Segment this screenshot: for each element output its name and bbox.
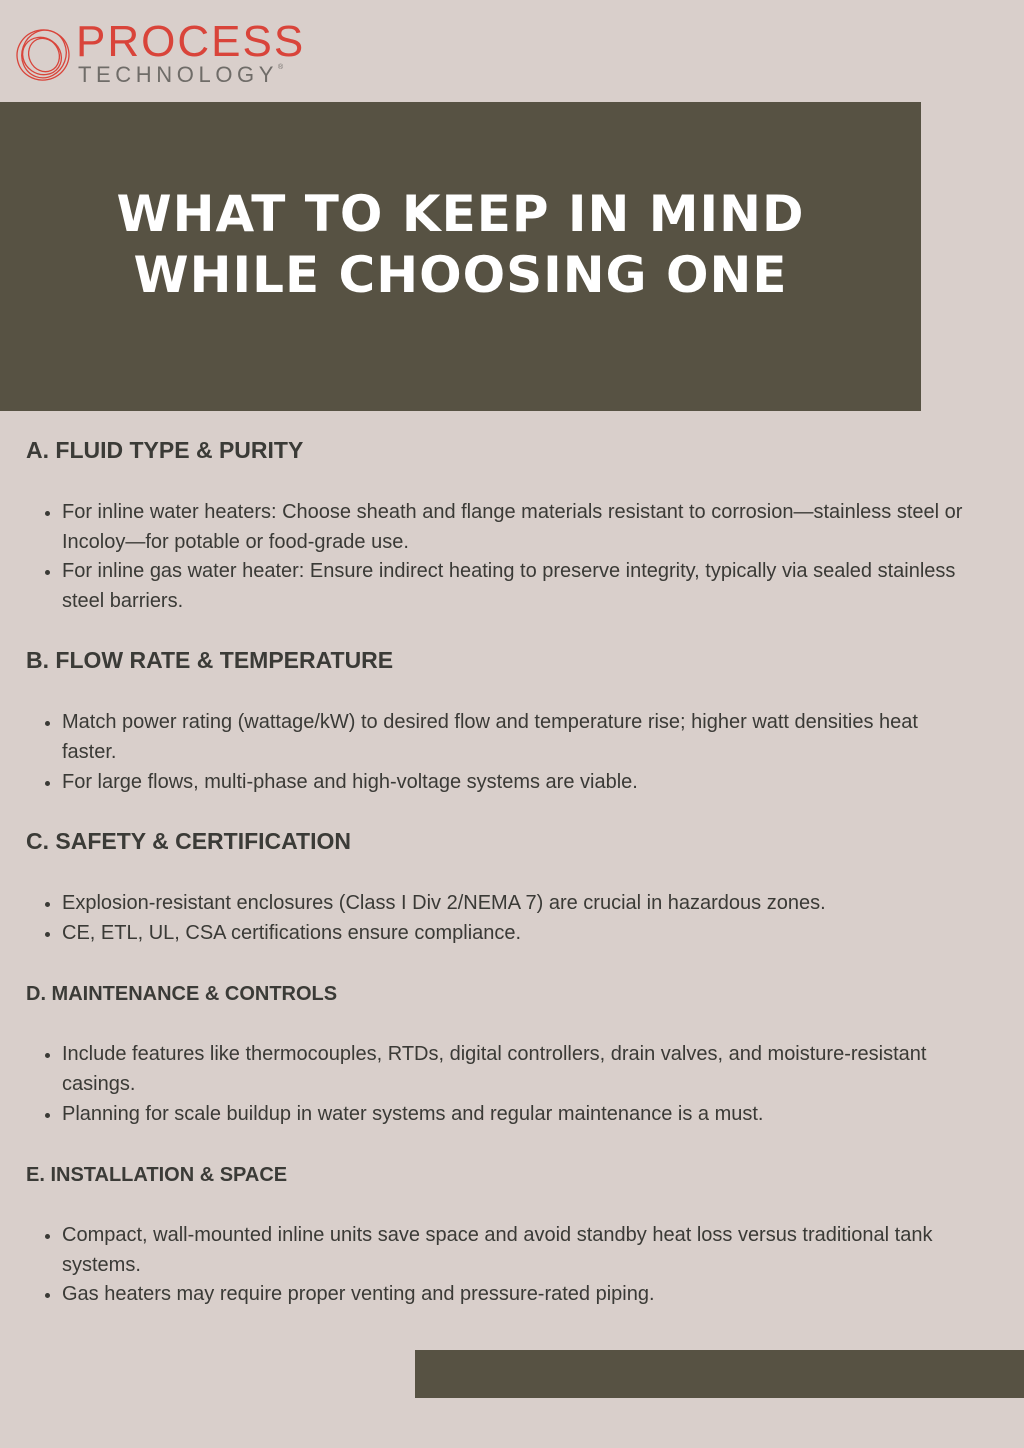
company-logo bbox=[14, 17, 306, 87]
list-item: Explosion-resistant enclosures (Class I Div 2/NEMA 7) are crucial in hazardous zones. bbox=[62, 889, 976, 919]
page-title-line-2: WHILE CHOOSING ONE bbox=[133, 245, 788, 304]
list-item: Gas heaters may require proper venting and pressure-rated piping. bbox=[62, 1280, 976, 1310]
list-item: For inline water heaters: Choose sheath and flange materials resistant to corrosion—stainless steel or Incoloy—for potable or food-grade use. bbox=[62, 498, 976, 557]
footer-decorative-bar bbox=[415, 1350, 1024, 1398]
logo-technology-text: TECHNOLOGY bbox=[78, 62, 279, 87]
content-area bbox=[26, 432, 976, 1310]
section-installation bbox=[26, 1159, 976, 1310]
section-maintenance bbox=[26, 978, 976, 1129]
list-item: For inline gas water heater: Ensure indirect heating to preserve integrity, typically via sealed stainless steel barriers. bbox=[62, 557, 976, 616]
logo-rings-icon bbox=[14, 26, 72, 84]
logo-word-technology bbox=[78, 64, 283, 86]
section-flow-rate bbox=[26, 642, 976, 797]
bullet-list bbox=[26, 708, 976, 797]
section-heading: B. FLOW RATE & TEMPERATURE bbox=[26, 647, 394, 674]
section-heading: A. FLUID TYPE & PURITY bbox=[26, 437, 304, 463]
logo-word-process: PROCESS bbox=[76, 17, 306, 66]
page-title-line-1: WHAT TO KEEP IN MIND bbox=[116, 184, 805, 243]
section-safety bbox=[26, 823, 976, 948]
section-heading: D. MAINTENANCE & CONTROLS bbox=[26, 983, 338, 1006]
bullet-list bbox=[26, 889, 976, 948]
logo-registered-mark: ® bbox=[278, 64, 284, 71]
bullet-list bbox=[26, 1040, 976, 1129]
list-item: Compact, wall-mounted inline units save space and avoid standby heat loss versus traditional tank systems. bbox=[62, 1221, 976, 1280]
bullet-list bbox=[26, 498, 976, 616]
list-item: Include features like thermocouples, RTDs, digital controllers, drain valves, and moisture-resistant casings. bbox=[62, 1040, 976, 1099]
list-item: Match power rating (wattage/kW) to desired flow and temperature rise; higher watt densities heat faster. bbox=[62, 708, 976, 767]
list-item: Planning for scale buildup in water systems and regular maintenance is a must. bbox=[62, 1100, 976, 1130]
page-title bbox=[116, 184, 804, 306]
section-fluid-type bbox=[26, 432, 976, 616]
bullet-list bbox=[26, 1221, 976, 1310]
list-item: For large flows, multi-phase and high-voltage systems are viable. bbox=[62, 768, 976, 798]
section-heading: E. INSTALLATION & SPACE bbox=[26, 1164, 288, 1187]
section-heading: C. SAFETY & CERTIFICATION bbox=[26, 828, 351, 855]
list-item: CE, ETL, UL, CSA certifications ensure compliance. bbox=[62, 919, 976, 949]
title-banner bbox=[0, 102, 921, 411]
